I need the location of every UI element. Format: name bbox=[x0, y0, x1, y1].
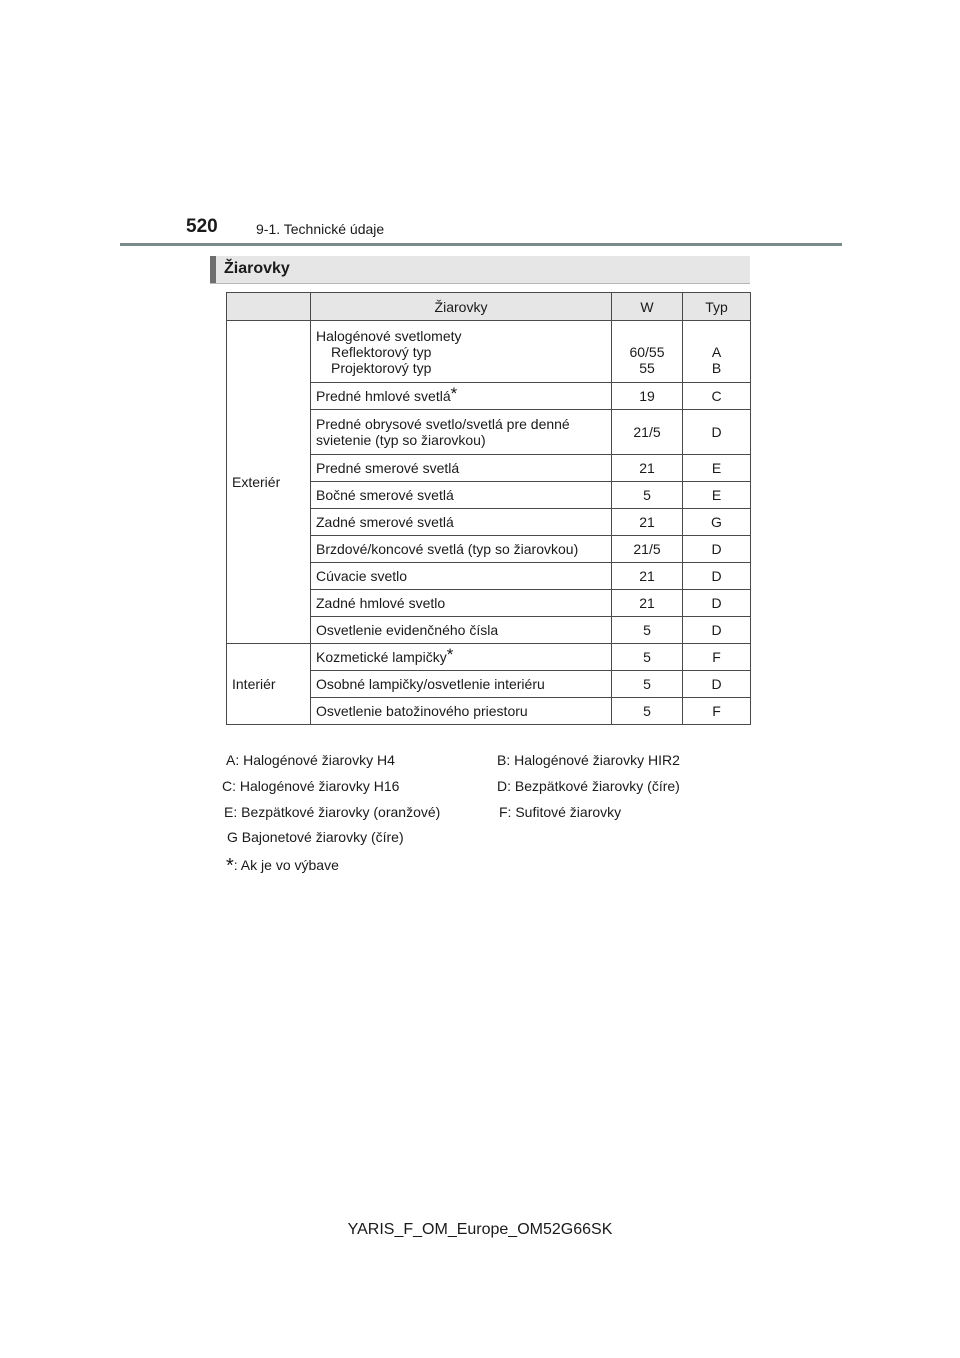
bulb-watt bbox=[612, 321, 683, 383]
bulb-type: C bbox=[683, 383, 751, 410]
bulb-watt: 5 bbox=[612, 482, 683, 509]
bulb-type-line: B bbox=[711, 360, 722, 376]
bulb-label: Osvetlenie evidenčného čísla bbox=[311, 617, 612, 644]
bulb-watt: 21 bbox=[612, 455, 683, 482]
bulb-type: F bbox=[683, 698, 751, 725]
page-number: 520 bbox=[186, 216, 218, 237]
bulb-type: D bbox=[683, 617, 751, 644]
bulb-watt: 21 bbox=[612, 590, 683, 617]
asterisk-mark: * bbox=[446, 645, 454, 664]
bulb-label: Zadné hmlové svetlo bbox=[311, 590, 612, 617]
bulb-type-line: A bbox=[711, 344, 722, 360]
legend-e: E: Bezpätkové žiarovky (oranžové) bbox=[224, 804, 441, 820]
bulb-label-text: Predné hmlové svetlá bbox=[316, 388, 451, 404]
header-cell-group bbox=[227, 293, 311, 321]
bulb-label bbox=[311, 321, 612, 383]
bulb-watt: 19 bbox=[612, 383, 683, 410]
bulb-watt-line: 55 bbox=[639, 360, 655, 376]
header-cell-type: Typ bbox=[683, 293, 751, 321]
bulb-watt: 21 bbox=[612, 563, 683, 590]
bulb-label bbox=[311, 383, 612, 410]
bulb-type: D bbox=[683, 671, 751, 698]
table-row bbox=[227, 321, 751, 383]
bulb-label: Cúvacie svetlo bbox=[311, 563, 612, 590]
bulb-type: D bbox=[683, 590, 751, 617]
bulb-table bbox=[226, 292, 751, 725]
legend-g: G Bajonetové žiarovky (číre) bbox=[227, 829, 404, 845]
header-cell-bulbs: Žiarovky bbox=[311, 293, 612, 321]
legend-c: C: Halogénové žiarovky H16 bbox=[222, 778, 400, 794]
bulb-label: Predné smerové svetlá bbox=[311, 455, 612, 482]
section-title: Žiarovky bbox=[224, 260, 290, 277]
asterisk-mark: * bbox=[450, 384, 458, 403]
header-divider bbox=[120, 243, 842, 246]
bulb-watt: 5 bbox=[612, 644, 683, 671]
bulb-label: Zadné smerové svetlá bbox=[311, 509, 612, 536]
legend-b: B: Halogénové žiarovky HIR2 bbox=[497, 752, 680, 768]
document-id: YARIS_F_OM_Europe_OM52G66SK bbox=[347, 1221, 613, 1238]
bulb-type: G bbox=[683, 509, 751, 536]
bulb-label: Osvetlenie batožinového priestoru bbox=[311, 698, 612, 725]
legend-d: D: Bezpätkové žiarovky (číre) bbox=[497, 778, 680, 794]
bulb-watt: 5 bbox=[612, 617, 683, 644]
bulb-type: F bbox=[683, 644, 751, 671]
group-interior: Interiér bbox=[227, 644, 311, 725]
bulb-label-line: Halogénové svetlomety bbox=[316, 327, 462, 344]
header-cell-watt: W bbox=[612, 293, 683, 321]
bulb-type: D bbox=[683, 536, 751, 563]
bulb-type: D bbox=[683, 410, 751, 455]
bulb-label: Osobné lampičky/osvetlenie interiéru bbox=[311, 671, 612, 698]
bulb-watt: 5 bbox=[612, 671, 683, 698]
bulb-label-text: Kozmetické lampičky bbox=[316, 649, 447, 665]
bulb-watt-line: 60/55 bbox=[629, 344, 665, 360]
footnote-mark: * bbox=[226, 855, 234, 877]
bulb-label bbox=[311, 410, 612, 455]
table-header-row bbox=[227, 293, 751, 321]
footnote-text: : Ak je vo výbave bbox=[233, 857, 339, 873]
bulb-type: D bbox=[683, 563, 751, 590]
bulb-label-line: svietenie (typ so žiarovkou) bbox=[316, 432, 486, 448]
bulb-label: Brzdové/koncové svetlá (typ so žiarovkou) bbox=[311, 536, 612, 563]
group-exterior: Exteriér bbox=[227, 321, 311, 644]
bulb-watt: 5 bbox=[612, 698, 683, 725]
bulb-watt: 21/5 bbox=[612, 410, 683, 455]
bulb-watt: 21 bbox=[612, 509, 683, 536]
section-accent bbox=[210, 256, 216, 283]
table-row bbox=[227, 644, 751, 671]
bulb-label-line: Reflektorový typ bbox=[331, 343, 432, 360]
section-heading-bar bbox=[210, 256, 750, 284]
bulb-label: Bočné smerové svetlá bbox=[311, 482, 612, 509]
legend-a: A: Halogénové žiarovky H4 bbox=[226, 752, 395, 768]
bulb-label-line: Projektorový typ bbox=[331, 359, 432, 376]
legend-f: F: Sufitové žiarovky bbox=[499, 804, 622, 820]
footnote bbox=[226, 855, 339, 878]
bulb-type bbox=[683, 321, 751, 383]
bulb-label bbox=[311, 644, 612, 671]
bulb-label-line: Predné obrysové svetlo/svetlá pre denné bbox=[316, 416, 570, 432]
bulb-watt: 21/5 bbox=[612, 536, 683, 563]
bulb-type: E bbox=[683, 455, 751, 482]
chapter-title: 9-1. Technické údaje bbox=[256, 221, 385, 237]
bulb-type: E bbox=[683, 482, 751, 509]
